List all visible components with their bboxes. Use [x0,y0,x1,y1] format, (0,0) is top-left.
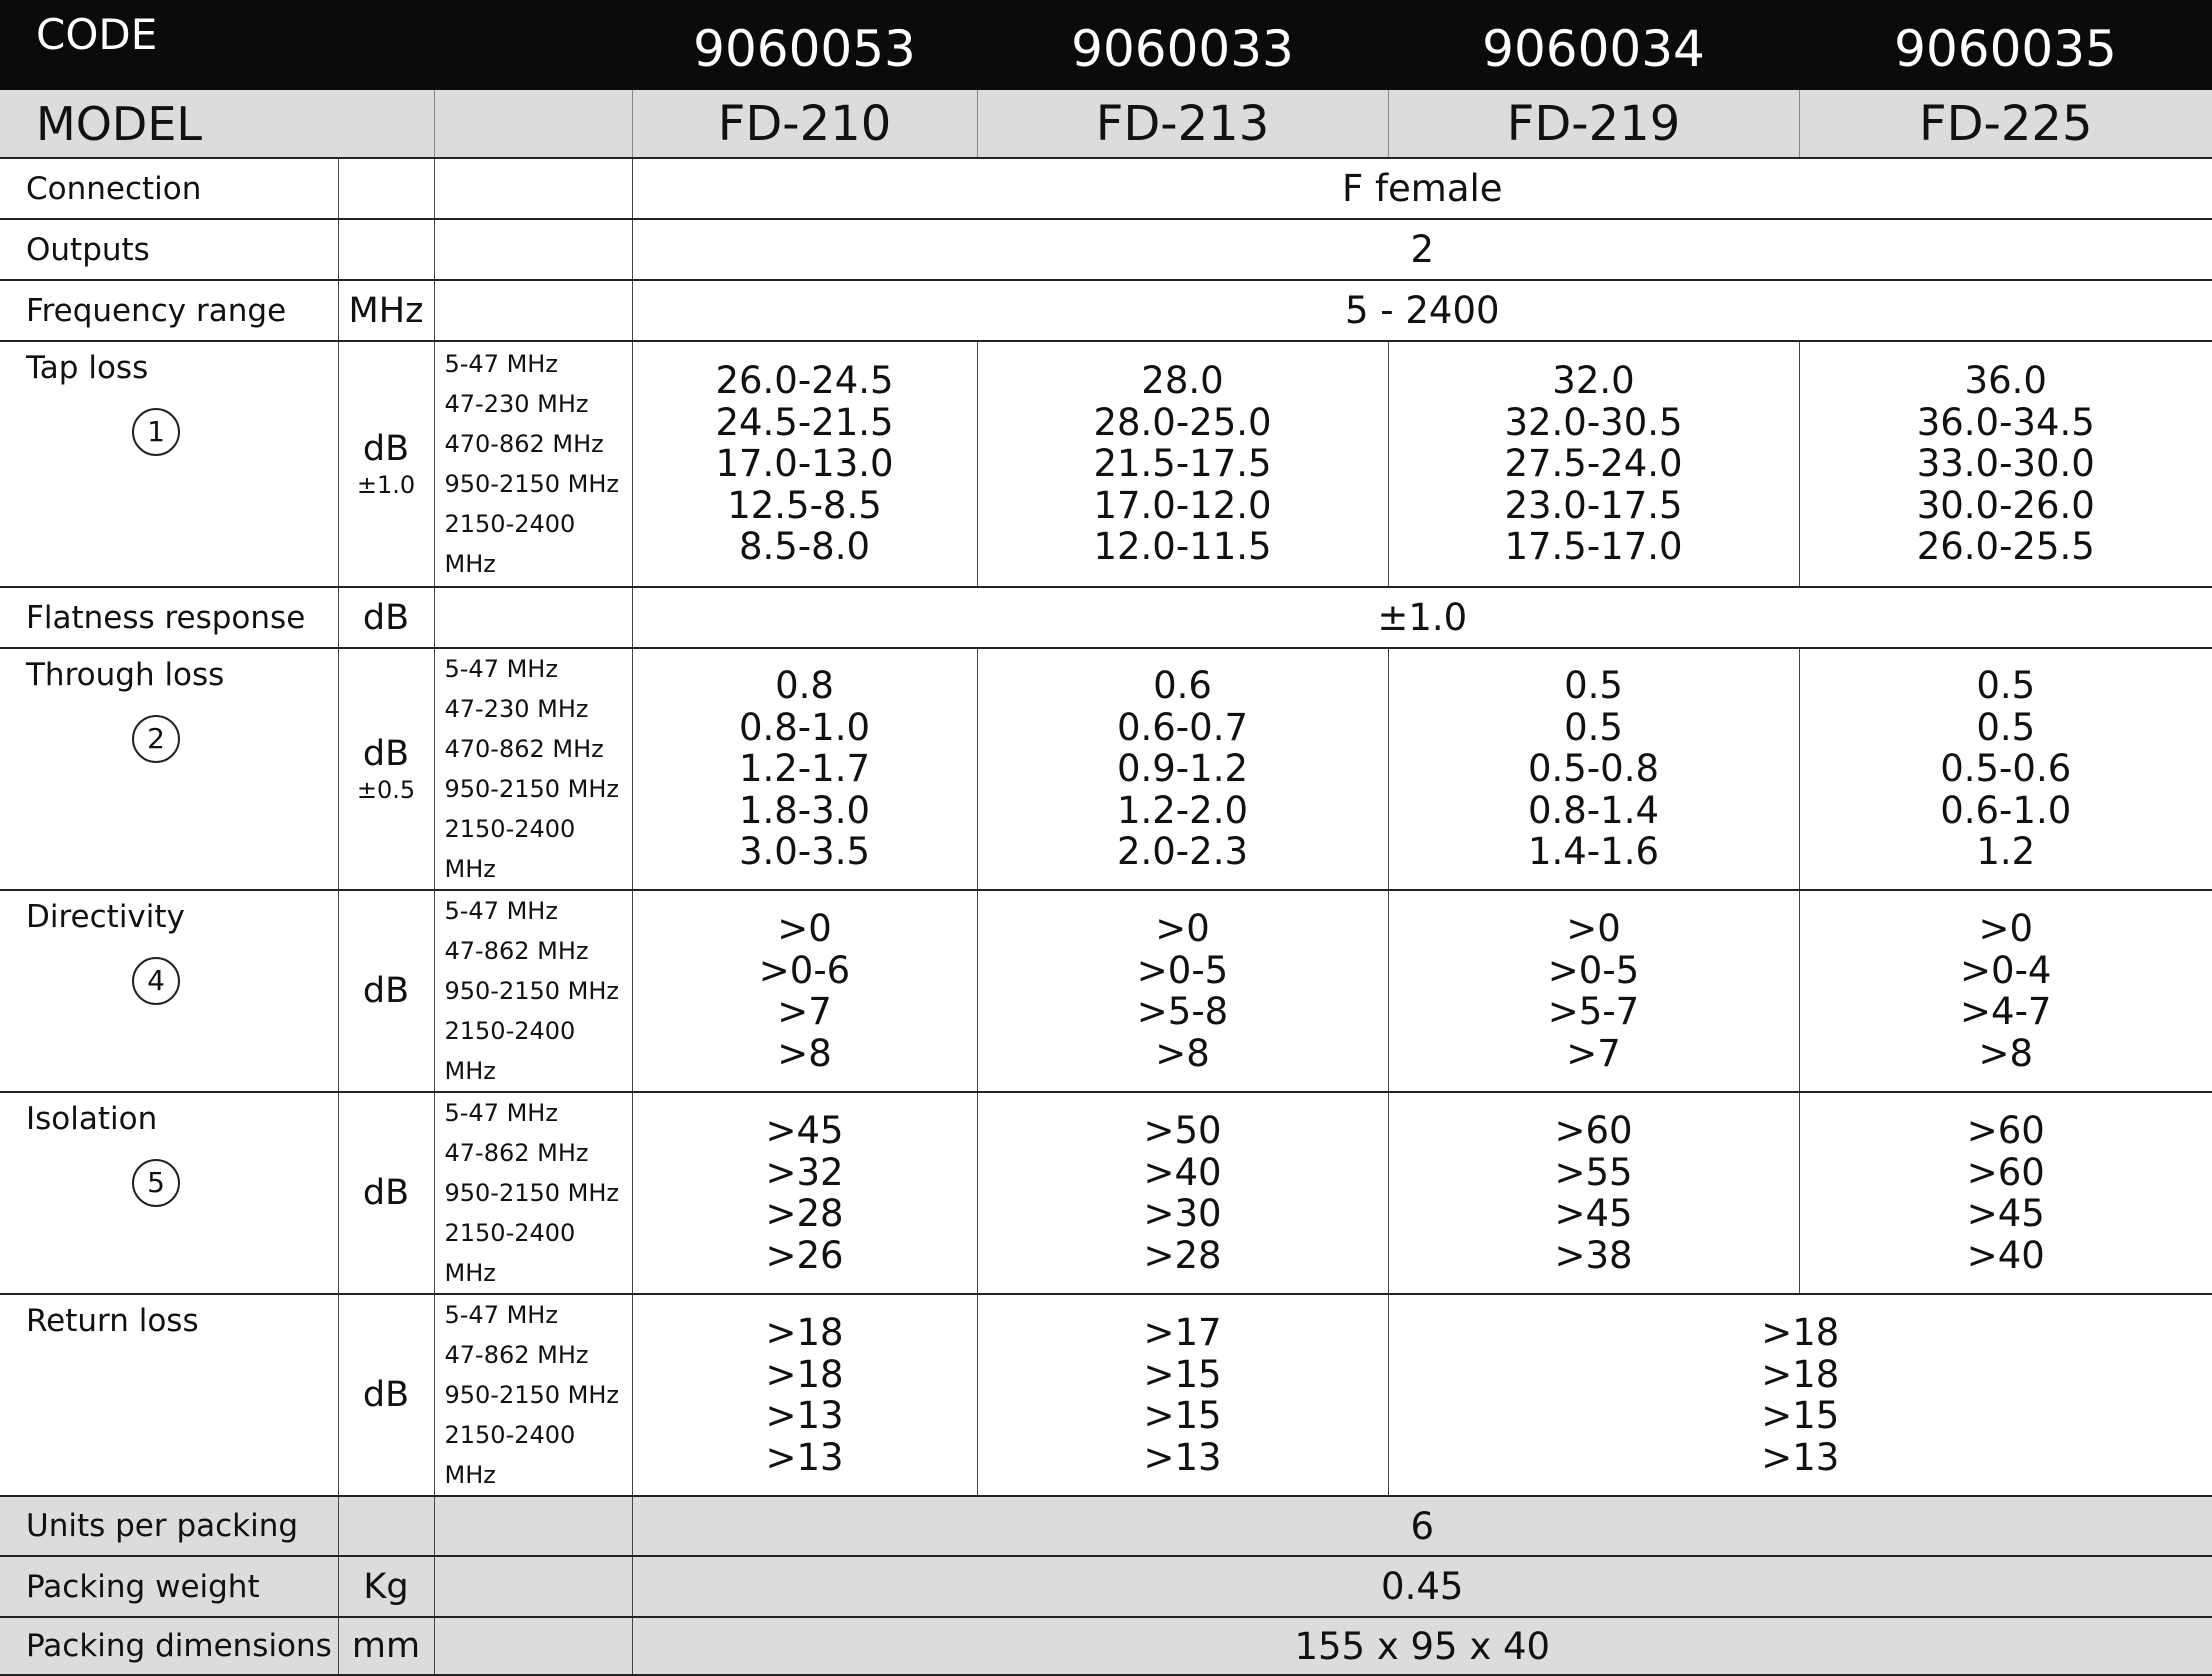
row-label: Flatness response [0,587,338,648]
value-line: >13 [978,1437,1388,1479]
circled-number-badge: 4 [132,957,180,1005]
value-line: 32.0-30.5 [1389,402,1799,444]
unit-cell: dB [338,1294,434,1496]
packing-weight-row [0,1556,2212,1617]
value-line: 12.5-8.5 [633,485,977,527]
return-loss-row [0,1294,2212,1496]
value-line: >18 [1389,1354,2212,1396]
value-cell [632,341,977,587]
value-line: >7 [633,991,977,1033]
value-cell [977,648,1388,890]
band-list [434,648,632,890]
band-label: 470-862 MHz [445,729,632,769]
band-list [434,1294,632,1496]
value-line: 1.2-1.7 [633,748,977,790]
row-label: Frequency range [0,280,338,341]
band-cell [434,158,632,219]
band-cell [434,1496,632,1556]
value-line: 26.0-24.5 [633,360,977,402]
value-line: >5-8 [978,991,1388,1033]
value-line: >15 [978,1354,1388,1396]
frequency-row [0,280,2212,341]
value-line: 12.0-11.5 [978,526,1388,568]
packing-dimensions-value: 155 x 95 x 40 [632,1617,2212,1675]
value-line: >8 [1800,1033,2212,1075]
value-line: >13 [1389,1437,2212,1479]
value-line: >30 [978,1193,1388,1235]
row-label-text: Directivity [26,899,338,935]
value-cell [1799,648,2212,890]
outputs-value: 2 [632,219,2212,280]
code-cell: 9060033 [977,0,1388,90]
unit-cell [338,158,434,219]
unit-cell [338,648,434,890]
value-line: >0-5 [1389,950,1799,992]
model-cell: FD-225 [1799,90,2212,158]
value-line: 1.4-1.6 [1389,831,1799,873]
row-label [0,648,338,890]
row-label: Units per packing [0,1496,338,1556]
value-cell [632,1092,977,1294]
value-line: 0.5 [1800,707,2212,749]
band-label: 950-2150 MHz [445,464,632,504]
code-header-row [0,0,2212,90]
unit-cell: Kg [338,1556,434,1617]
row-label [0,341,338,587]
value-line: 3.0-3.5 [633,831,977,873]
value-line: 8.5-8.0 [633,526,977,568]
value-line: >0-6 [633,950,977,992]
band-cell [434,1556,632,1617]
value-line: 0.5-0.6 [1800,748,2212,790]
value-line: >40 [978,1152,1388,1194]
unit-text: dB [363,734,409,774]
code-cell: 9060034 [1388,0,1799,90]
value-line: >50 [978,1110,1388,1152]
blank-cell [434,90,632,158]
unit-cell: dB [338,1092,434,1294]
value-line: >4-7 [1800,991,2212,1033]
model-cell: FD-210 [632,90,977,158]
connection-value: F female [632,158,2212,219]
tolerance-text: ±1.0 [339,471,434,499]
directivity-row [0,890,2212,1092]
band-label: 950-2150 MHz [445,769,632,809]
through-loss-row [0,648,2212,890]
band-label: 950-2150 MHz [445,1375,632,1415]
unit-cell [338,341,434,587]
band-label: 5-47 MHz [445,649,632,689]
value-cell [1388,1294,2212,1496]
band-label: 5-47 MHz [445,344,632,384]
row-label-text: Tap loss [26,350,338,386]
band-label: 47-862 MHz [445,931,632,971]
value-line: >40 [1800,1235,2212,1277]
circled-number-badge: 5 [132,1159,180,1207]
value-line: >55 [1389,1152,1799,1194]
band-list [434,341,632,587]
value-cell [977,1092,1388,1294]
value-line: 1.8-3.0 [633,790,977,832]
value-line: >60 [1800,1152,2212,1194]
outputs-row [0,219,2212,280]
band-label: 470-862 MHz [445,424,632,464]
units-per-packing-row [0,1496,2212,1556]
flatness-row [0,587,2212,648]
value-line: 0.8 [633,665,977,707]
band-label: 2150-2400 MHz [445,809,632,889]
value-line: >17 [978,1312,1388,1354]
value-line: 32.0 [1389,360,1799,402]
value-line: 28.0-25.0 [978,402,1388,444]
value-line: 0.5-0.8 [1389,748,1799,790]
value-line: 0.5 [1800,665,2212,707]
model-cell: FD-213 [977,90,1388,158]
circled-number-badge: 1 [132,408,180,456]
band-cell [434,280,632,341]
model-label: MODEL [0,90,434,158]
value-line: >28 [978,1235,1388,1277]
value-line: >26 [633,1235,977,1277]
value-line: 36.0 [1800,360,2212,402]
value-line: 28.0 [978,360,1388,402]
value-cell [632,1294,977,1496]
code-cell: 9060035 [1799,0,2212,90]
value-cell [1388,648,1799,890]
unit-cell: dB [338,890,434,1092]
value-line: 0.9-1.2 [978,748,1388,790]
frequency-value: 5 - 2400 [632,280,2212,341]
band-cell [434,219,632,280]
band-list [434,1092,632,1294]
value-line: 17.5-17.0 [1389,526,1799,568]
row-label: Connection [0,158,338,219]
unit-cell [338,219,434,280]
row-label: Return loss [0,1294,338,1496]
unit-text: dB [363,429,409,469]
row-label [0,890,338,1092]
tolerance-text: ±0.5 [339,776,434,804]
value-cell [977,1294,1388,1496]
isolation-row [0,1092,2212,1294]
value-line: 21.5-17.5 [978,443,1388,485]
value-line: 17.0-12.0 [978,485,1388,527]
value-line: >7 [1389,1033,1799,1075]
band-label: 950-2150 MHz [445,1173,632,1213]
value-cell [632,648,977,890]
band-label: 5-47 MHz [445,1093,632,1133]
value-line: >15 [978,1395,1388,1437]
value-line: 1.2-2.0 [978,790,1388,832]
value-line: >8 [633,1033,977,1075]
packing-weight-value: 0.45 [632,1556,2212,1617]
value-line: >60 [1800,1110,2212,1152]
value-cell [632,890,977,1092]
value-cell [977,890,1388,1092]
band-label: 950-2150 MHz [445,971,632,1011]
value-line: >0 [1800,908,2212,950]
band-label: 5-47 MHz [445,891,632,931]
value-line: >13 [633,1437,977,1479]
model-header-row [0,90,2212,158]
value-cell [1799,341,2212,587]
value-line: 17.0-13.0 [633,443,977,485]
value-line: >0 [1389,908,1799,950]
value-line: >38 [1389,1235,1799,1277]
value-line: 26.0-25.5 [1800,526,2212,568]
band-label: 47-862 MHz [445,1133,632,1173]
value-line: >45 [1800,1193,2212,1235]
value-line: 0.6-1.0 [1800,790,2212,832]
tap-loss-row [0,341,2212,587]
value-cell [1799,1092,2212,1294]
row-label-text: Isolation [26,1101,338,1137]
circled-number-badge: 2 [132,715,180,763]
flatness-value: ±1.0 [632,587,2212,648]
value-line: >18 [1389,1312,2212,1354]
row-label: Packing dimensions [0,1617,338,1675]
band-cell [434,1617,632,1675]
value-line: 24.5-21.5 [633,402,977,444]
band-label: 2150-2400 MHz [445,1213,632,1293]
band-label: 2150-2400 MHz [445,1415,632,1495]
value-cell [977,341,1388,587]
code-label: CODE [0,0,632,90]
value-line: 36.0-34.5 [1800,402,2212,444]
value-line: 2.0-2.3 [978,831,1388,873]
units-per-packing-value: 6 [632,1496,2212,1556]
row-label [0,1092,338,1294]
band-cell [434,587,632,648]
packing-dimensions-row [0,1617,2212,1675]
connection-row [0,158,2212,219]
band-list [434,890,632,1092]
value-line: 33.0-30.0 [1800,443,2212,485]
band-label: 47-862 MHz [445,1335,632,1375]
value-line: 1.2 [1800,831,2212,873]
value-line: 0.8-1.0 [633,707,977,749]
value-line: >0-4 [1800,950,2212,992]
value-line: >0 [633,908,977,950]
value-line: >60 [1389,1110,1799,1152]
model-cell: FD-219 [1388,90,1799,158]
band-label: 2150-2400 MHz [445,504,632,584]
value-line: 27.5-24.0 [1389,443,1799,485]
value-line: 0.5 [1389,665,1799,707]
value-line: >45 [1389,1193,1799,1235]
value-line: >13 [633,1395,977,1437]
unit-cell [338,1496,434,1556]
value-cell [1388,890,1799,1092]
unit-cell: dB [338,587,434,648]
row-label: Outputs [0,219,338,280]
value-line: >0 [978,908,1388,950]
band-label: 5-47 MHz [445,1295,632,1335]
value-line: 23.0-17.5 [1389,485,1799,527]
unit-cell: MHz [338,280,434,341]
value-line: >5-7 [1389,991,1799,1033]
value-line: 0.6-0.7 [978,707,1388,749]
value-line: >18 [633,1312,977,1354]
value-line: 30.0-26.0 [1800,485,2212,527]
band-label: 2150-2400 MHz [445,1011,632,1091]
value-cell [1388,1092,1799,1294]
value-line: 0.6 [978,665,1388,707]
value-line: >15 [1389,1395,2212,1437]
band-label: 47-230 MHz [445,384,632,424]
value-line: 0.8-1.4 [1389,790,1799,832]
value-cell [1388,341,1799,587]
row-label: Packing weight [0,1556,338,1617]
value-line: >28 [633,1193,977,1235]
value-line: >0-5 [978,950,1388,992]
row-label-text: Through loss [26,657,338,693]
value-line: >8 [978,1033,1388,1075]
value-line: >32 [633,1152,977,1194]
value-line: >18 [633,1354,977,1396]
unit-cell: mm [338,1617,434,1675]
value-cell [1799,890,2212,1092]
value-line: 0.5 [1389,707,1799,749]
code-cell: 9060053 [632,0,977,90]
band-label: 47-230 MHz [445,689,632,729]
value-line: >45 [633,1110,977,1152]
